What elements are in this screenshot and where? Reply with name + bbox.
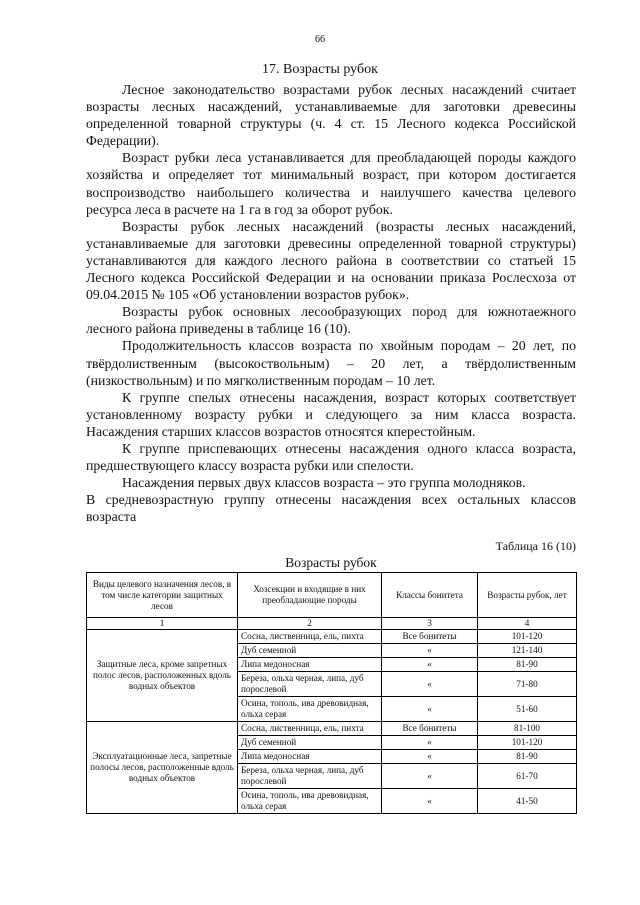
age-cell: 81-90: [478, 750, 577, 764]
table-label: Таблица 16 (10): [495, 539, 576, 553]
bonitet-cell: «: [382, 697, 478, 722]
species-cell: Береза, ольха черная, липа, дуб порослевой: [238, 672, 382, 697]
paragraph: К группе спелых отнесены насаждения, возраст которых соответствует установленному возрасту рубки и следующего за ним класса возраста. Насаждения старших классов возрастов относятся кперестойным.: [86, 389, 576, 439]
bonitet-cell: «: [382, 750, 478, 764]
table-header-row: [87, 573, 577, 618]
age-cell: 51-60: [478, 697, 577, 722]
bonitet-cell: «: [382, 764, 478, 789]
column-number: 4: [478, 618, 577, 630]
table-body: [87, 618, 577, 814]
bonitet-cell: «: [382, 644, 478, 658]
age-cell: 121-140: [478, 644, 577, 658]
species-cell: Дуб семенной: [238, 644, 382, 658]
column-number: 2: [238, 618, 382, 630]
age-cell: 81-100: [478, 722, 577, 736]
body-text: [86, 81, 576, 525]
species-cell: Сосна, лиственница, ель, пихта: [238, 722, 382, 736]
header-cell: Классы бонитета: [382, 573, 478, 618]
paragraph: Возраст рубки леса устанавливается для преобладающей породы каждого хозяйства и определяет тот минимальный возраст, при котором достигается воспроизводство наибольшего количества и наилучшего качества целевого ресурса леса в расчете на 1 га в год за оборот рубок.: [86, 150, 576, 217]
header-cell: Хозсекции и входящие в них преобладающие породы: [238, 573, 382, 618]
column-number: 1: [87, 618, 238, 630]
species-cell: Сосна, лиственница, ель, пихта: [238, 630, 382, 644]
bonitet-cell: «: [382, 672, 478, 697]
header-cell: Возрасты рубок, лет: [478, 573, 577, 618]
age-cell: 71-80: [478, 672, 577, 697]
paragraph: Возрасты рубок основных лесообразующих пород для южнотаежного лесного района приведены в таблице 16 (10).: [86, 304, 576, 337]
age-cell: 41-50: [478, 789, 577, 814]
paragraph: К группе приспевающих отнесены насаждения одного класса возраста, предшествующего классу возраста рубки или спелости.: [86, 440, 576, 474]
species-cell: Береза, ольха черная, липа, дуб порослевой: [238, 764, 382, 789]
paragraph: В средневозрастную группу отнесены насаждения всех остальных классов возраста: [86, 492, 576, 525]
table-row: [87, 722, 577, 736]
cutting-ages-table: [86, 572, 577, 814]
species-cell: Дуб семенной: [238, 736, 382, 750]
forest-purpose-cell: Защитные леса, кроме запретных полос лесов, расположенных вдоль водных объектов: [87, 630, 238, 722]
header-cell: Виды целевого назначения лесов, в том числе категории защитных лесов: [87, 573, 238, 618]
bonitet-cell: Все бонитеты: [382, 630, 478, 644]
age-cell: 81-90: [478, 658, 577, 672]
bonitet-cell: Все бонитеты: [382, 722, 478, 736]
forest-purpose-cell: Эксплуатационные леса, запретные полосы лесов, расположенные вдоль водных объектов: [87, 722, 238, 814]
table-row: [87, 630, 577, 644]
column-number-row: [87, 618, 577, 630]
species-cell: Осина, тополь, ива древовидная, ольха серая: [238, 697, 382, 722]
paragraph: Насаждения первых двух классов возраста – это группа молодняков.: [122, 475, 526, 491]
bonitet-cell: «: [382, 658, 478, 672]
page-number: 66: [315, 34, 325, 45]
age-cell: 101-120: [478, 736, 577, 750]
species-cell: Осина, тополь, ива древовидная, ольха серая: [238, 789, 382, 814]
paragraph: Продолжительность классов возраста по хвойным породам – 20 лет, по твёрдолиственным (высокоствольным) – 20 лет, а твёрдолиственным (низкоствольным) и по мягколиственным породам – 10 лет.: [86, 338, 576, 388]
table-title: Возрасты рубок: [285, 555, 377, 570]
species-cell: Липа медоносная: [238, 750, 382, 764]
section-heading: 17. Возрасты рубок: [262, 62, 378, 77]
bonitet-cell: «: [382, 789, 478, 814]
column-number: 3: [382, 618, 478, 630]
paragraph: Лесное законодательство возрастами рубок лесных насаждений считает возрасты лесных насаждений, устанавливаемые для заготовки древесины определенной товарной структуры (ч. 4 ст. 15 Лесного кодекса Российской Федерации).: [86, 82, 576, 149]
age-cell: 101-120: [478, 630, 577, 644]
bonitet-cell: «: [382, 736, 478, 750]
age-cell: 61-70: [478, 764, 577, 789]
paragraph: Возрасты рубок лесных насаждений (возрасты лесных насаждений, устанавливаемые для заготовки древесины определенной товарной структуры) устанавливаются для каждого лесного района в соответствии со статьей 15 Лесного кодекса Российской Федерации и на основании приказа Рослесхоза от 09.04.2015 № 105 «Об установлении возрастов рубок».: [86, 218, 576, 303]
species-cell: Липа медоносная: [238, 658, 382, 672]
